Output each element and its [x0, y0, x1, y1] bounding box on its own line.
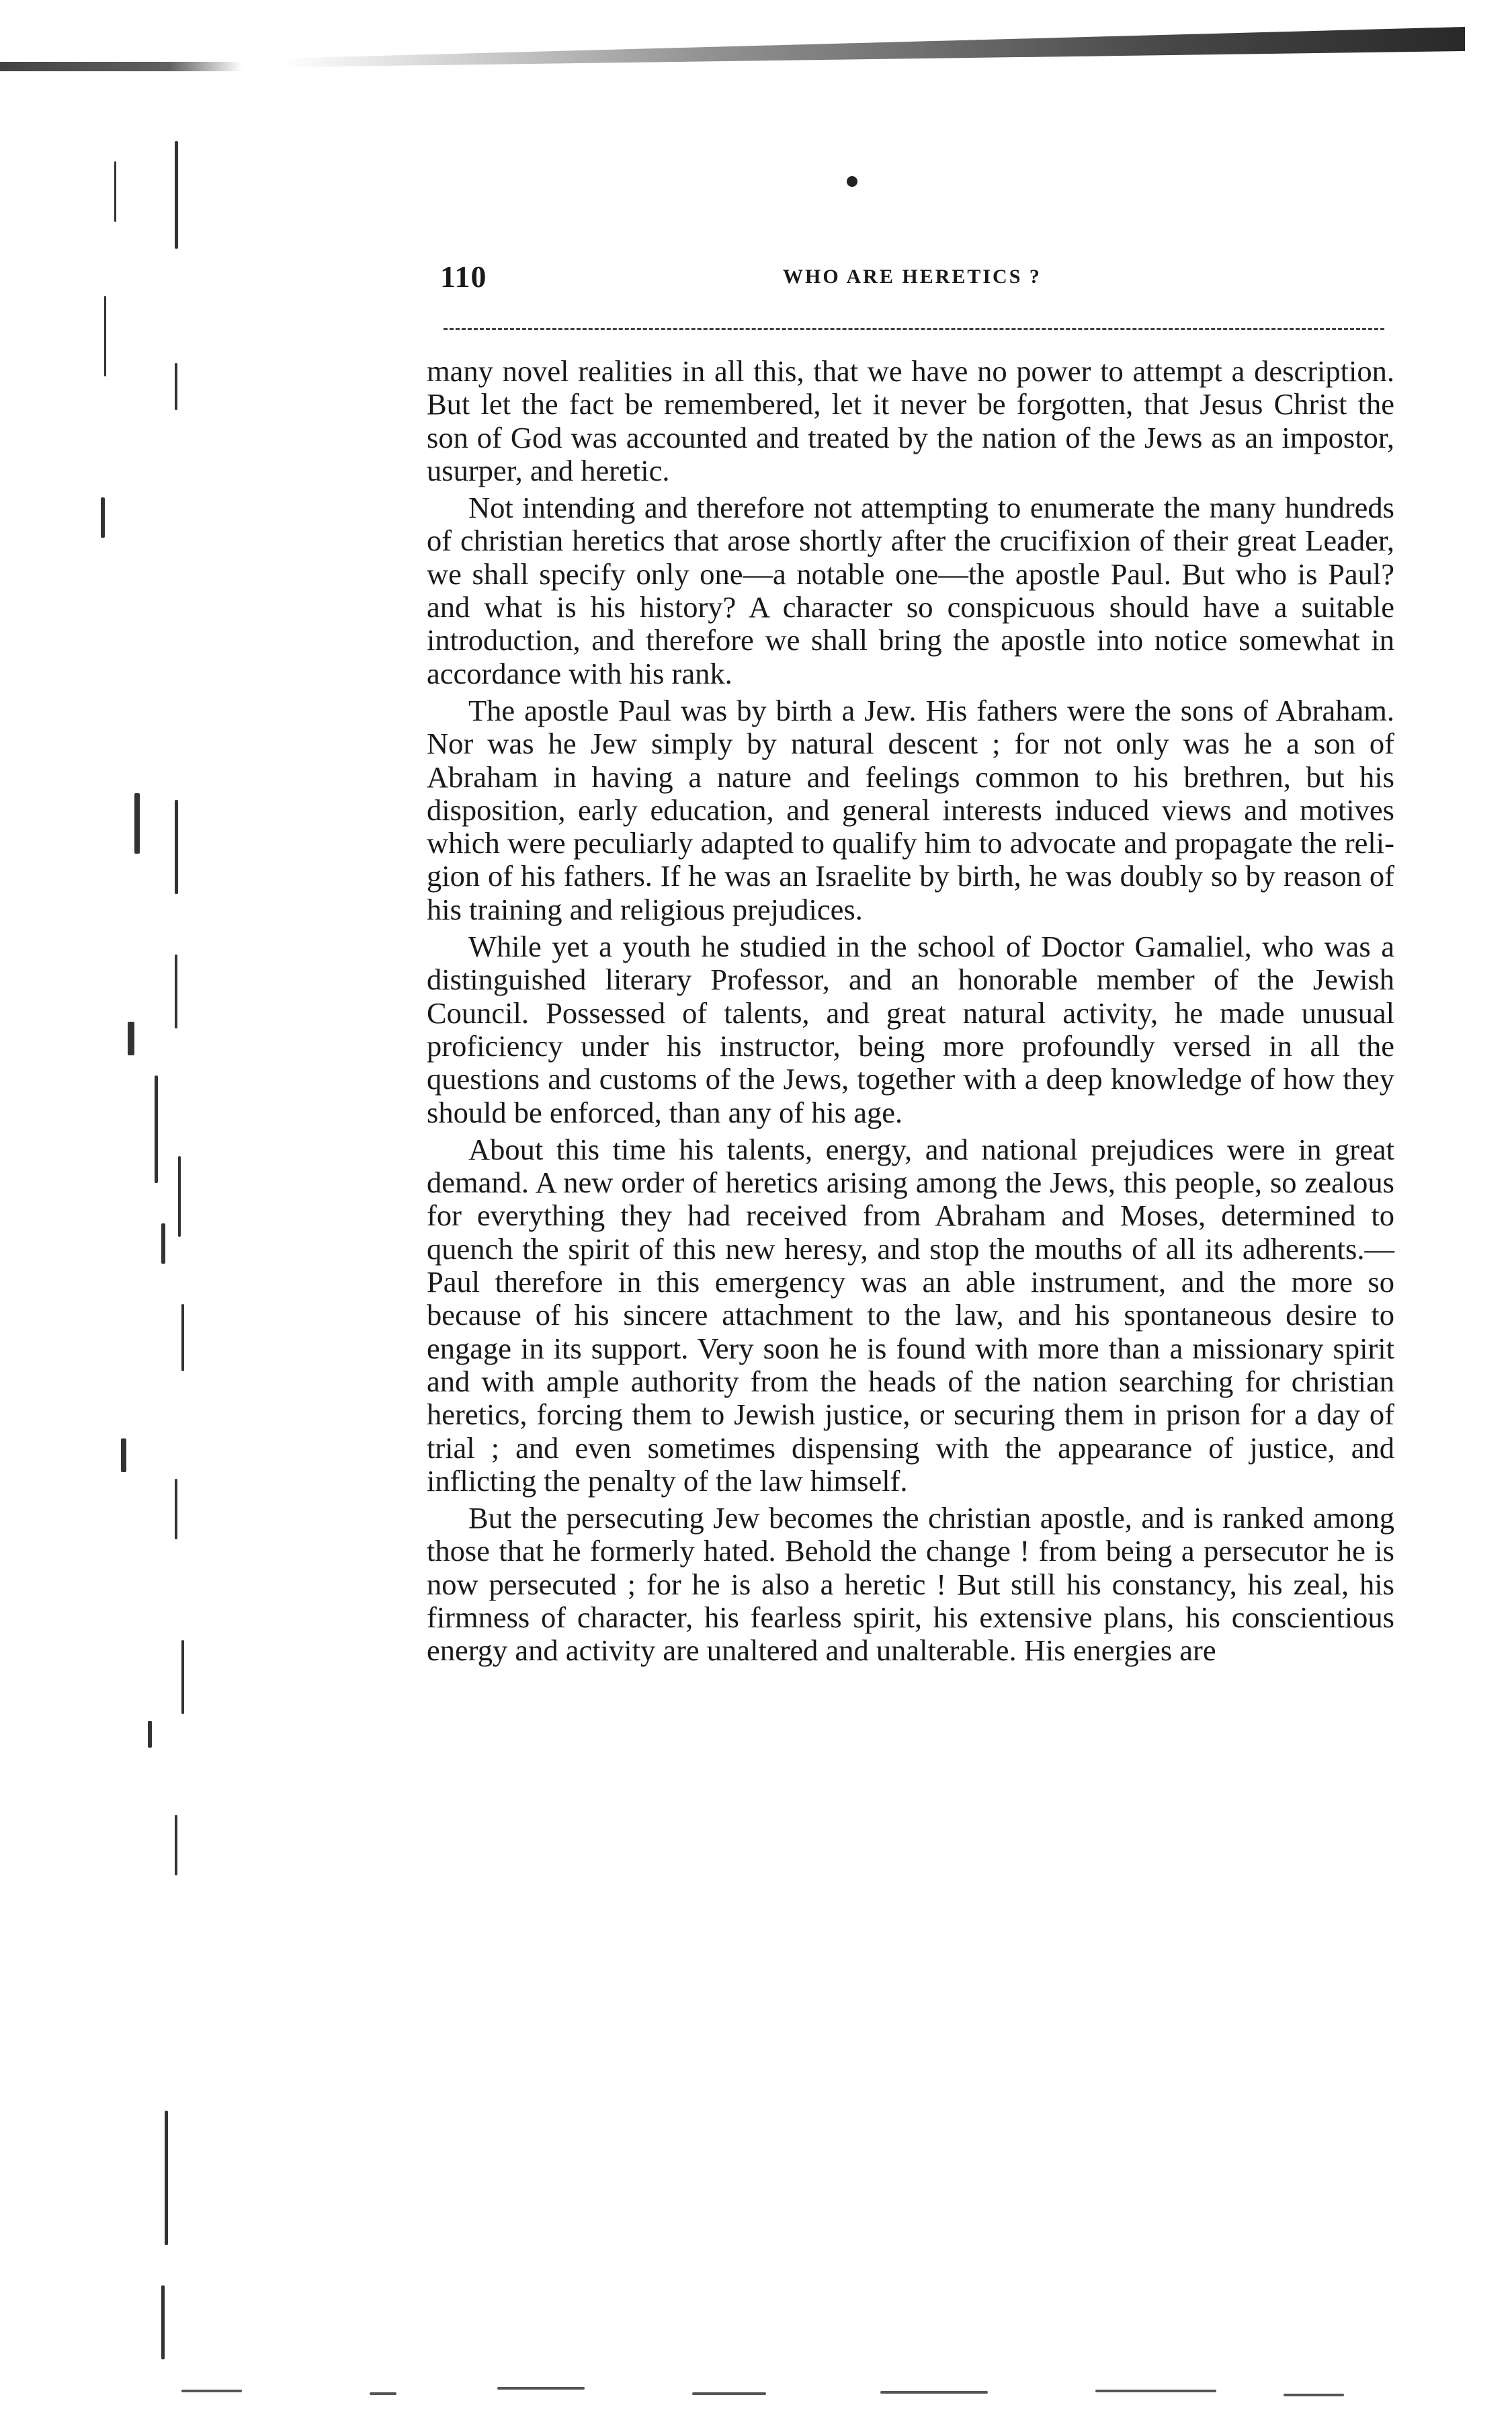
edge-mark — [178, 1156, 181, 1237]
paragraph: Not intending and therefore not attempting to enumerate the many hundreds of christian heretics that arose shortly after the crucifixion of their great Leader, we shall specify only one—a notable one—the apostle Paul. But who is Paul? and what is his history? A character so conspicuous should have a suitable introduction, and therefore we shall bring the apostle into notice somewhat in accordance with his rank. — [427, 491, 1394, 690]
scan-edge-shadow-top — [282, 27, 1465, 67]
paragraph: The apostle Paul was by birth a Jew. His fathers were the sons of Abraham. Nor was he Jew simply by natural descent ; for not only was he a son of Abraham in having a nature and feelings common to his brethren, but his disposition, early education, and general interests induced views and motives which were peculiarly adapted to qualify him to advocate and propagate the religion of his fathers. If he was an Israelite by birth, he was doubly so by reason of his training and religious prejudices. — [427, 693, 1394, 926]
edge-mark — [101, 497, 105, 538]
binding-edge-marks — [101, 121, 222, 2339]
edge-mark — [175, 955, 177, 1028]
edge-mark — [128, 1022, 134, 1055]
edge-mark — [161, 1223, 165, 1264]
edge-mark — [161, 2285, 165, 2359]
edge-mark — [175, 363, 177, 410]
edge-mark — [175, 141, 178, 249]
scan-edge-shadow-left — [0, 62, 242, 71]
header-divider — [444, 328, 1384, 330]
noise-dash — [880, 2391, 988, 2394]
edge-mark — [165, 2111, 168, 2245]
edge-mark — [181, 1640, 184, 1714]
noise-dash — [1095, 2390, 1216, 2392]
noise-dash — [1284, 2394, 1344, 2396]
paragraph: But the persecuting Jew becomes the christian apostle, and is ranked among those that he formerly hated. Behold the change ! from being a persecutor he is now persecuted ; for he is also a heretic ! But still his constancy, his zeal, his firmness of character, his fearless spirit, his extensive plans, his conscientious energy and activity are unaltered and unalterable. His energies are — [427, 1501, 1394, 1668]
page-header — [440, 259, 1381, 299]
scan-ink-dot — [847, 176, 857, 187]
paragraph: many novel realities in all this, that we have no power to attempt a description. But let the fact be remembered, let it never be forgotten, that Jesus Christ the son of God was accounted and treated by the nation of the Jews as an impostor, usurper, and heretic. — [427, 354, 1394, 487]
body-text — [427, 355, 1394, 1672]
edge-mark — [104, 296, 106, 376]
edge-mark — [155, 1075, 158, 1183]
noise-dash — [692, 2392, 766, 2395]
edge-mark — [148, 1721, 152, 1748]
noise-dash — [370, 2392, 396, 2395]
running-head: WHO ARE HERETICS ? — [783, 266, 1042, 288]
edge-mark — [175, 1815, 177, 1875]
edge-mark — [114, 161, 116, 222]
edge-mark — [121, 1438, 126, 1472]
noise-dash — [181, 2390, 242, 2392]
edge-mark — [134, 793, 140, 854]
edge-mark — [175, 1479, 177, 1539]
edge-mark — [181, 1304, 184, 1371]
paragraph: While yet a youth he studied in the school of Doctor Gamaliel, who was a distinguished literary Professor, and an honorable member of the Jewish Council. Possessed of talents, and great natural activity, he made unusual proficiency under his instructor, being more profoundly versed in all the questions and customs of the Jews, together with a deep knowledge of how they should be enforced, than any of his age. — [427, 930, 1394, 1129]
edge-mark — [175, 800, 178, 894]
page-number: 110 — [440, 259, 487, 294]
noise-dash — [497, 2387, 585, 2390]
paragraph: About this time his talents, energy, and national prejudices were in great demand. A new order of heretics arising among the Jews, this people, so zealous for everything they had received from Abraham and Moses, determined to quench the spirit of this new heresy, and stop the mouths of all its adherents.— Paul therefore in this emergency was an able instrument, and the more so because of his sincere attachment to the law, and his spontaneous desire to engage in its support. Very soon he is found with more than a missionary spirit and with ample authority from the heads of the nation searching for christian heretics, forcing them to Jewish justice, or securing them in prison for a day of trial ; and even sometimes dispensing with the appearance of justice, and inflicting the penalty of the law himself. — [427, 1132, 1394, 1498]
scan-bottom-noise — [181, 2383, 1411, 2403]
